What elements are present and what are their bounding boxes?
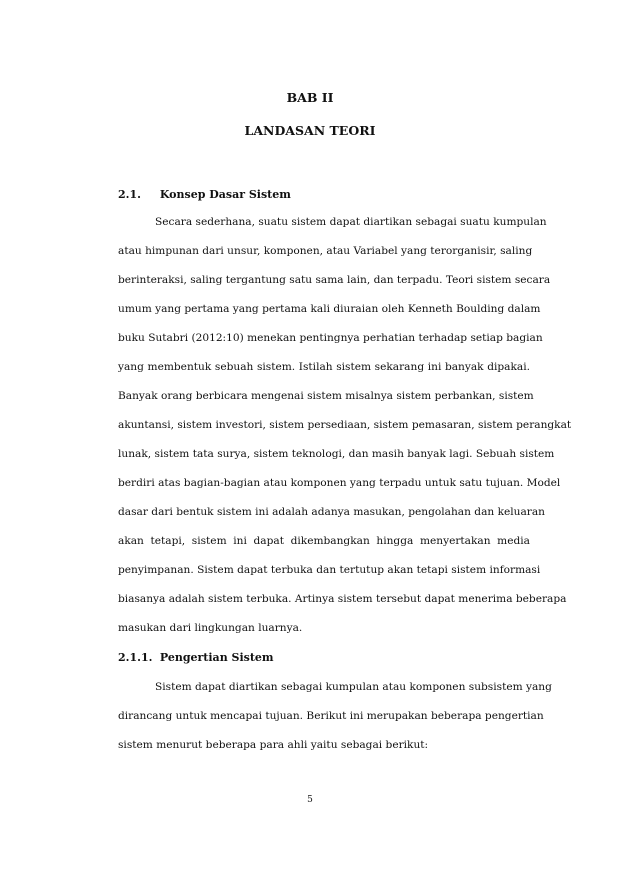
- paragraph-line: biasanya adalah sistem terbuka. Artinya sistem tersebut dapat menerima beberapa: [118, 593, 567, 605]
- subsection-number: 2.1.1.: [118, 651, 153, 664]
- chapter-label: BAB II: [286, 90, 334, 105]
- subsection-heading: [118, 651, 274, 664]
- paragraph-line: dirancang untuk mencapai tujuan. Berikut ini merupakan beberapa pengertian: [118, 710, 544, 722]
- paragraph-line: dasar dari bentuk sistem ini adalah adanya masukan, pengolahan dan keluaran: [118, 506, 546, 518]
- subsection-title: Pengertian Sistem: [159, 651, 274, 664]
- paragraph-line: lunak, sistem tata surya, sistem teknologi, dan masih banyak lagi. Sebuah sistem: [118, 448, 555, 460]
- paragraph-line: yang membentuk sebuah sistem. Istilah sistem sekarang ini banyak dipakai.: [118, 361, 530, 373]
- paragraph-line: umum yang pertama yang pertama kali diuraian oleh Kenneth Boulding dalam: [118, 303, 541, 315]
- page-number: 5: [307, 795, 313, 805]
- paragraph-line: masukan dari lingkungan luarnya.: [118, 622, 303, 634]
- chapter-title: LANDASAN TEORI: [244, 123, 376, 138]
- paragraph-line: Sistem dapat diartikan sebagai kumpulan atau komponen subsistem yang: [155, 681, 552, 693]
- paragraph-line: buku Sutabri (2012:10) menekan pentingnya perhatian terhadap setiap bagian: [118, 332, 543, 344]
- paragraph-line: sistem menurut beberapa para ahli yaitu sebagai berikut:: [118, 739, 429, 751]
- paragraph-line: atau himpunan dari unsur, komponen, atau Variabel yang terorganisir, saling: [118, 245, 533, 257]
- paragraph-line: berdiri atas bagian-bagian atau komponen yang terpadu untuk satu tujuan. Model: [118, 477, 561, 489]
- paragraph-line: akuntansi, sistem investori, sistem persediaan, sistem pemasaran, sistem perangkat: [118, 419, 572, 431]
- paragraph-line: Secara sederhana, suatu sistem dapat diartikan sebagai suatu kumpulan: [155, 216, 547, 228]
- section-number: 2.1.: [118, 188, 141, 201]
- paragraph-line: Banyak orang berbicara mengenai sistem misalnya sistem perbankan, sistem: [118, 390, 534, 402]
- paragraph-line: penyimpanan. Sistem dapat terbuka dan tertutup akan tetapi sistem informasi: [118, 564, 541, 576]
- paragraph-line: berinteraksi, saling tergantung satu sama lain, dan terpadu. Teori sistem secara: [118, 274, 551, 286]
- paragraph-line: akan tetapi, sistem ini dapat dikembangkan hingga menyertakan media: [118, 535, 530, 547]
- section-heading: [118, 188, 291, 201]
- section-title: Konsep Dasar Sistem: [159, 188, 291, 201]
